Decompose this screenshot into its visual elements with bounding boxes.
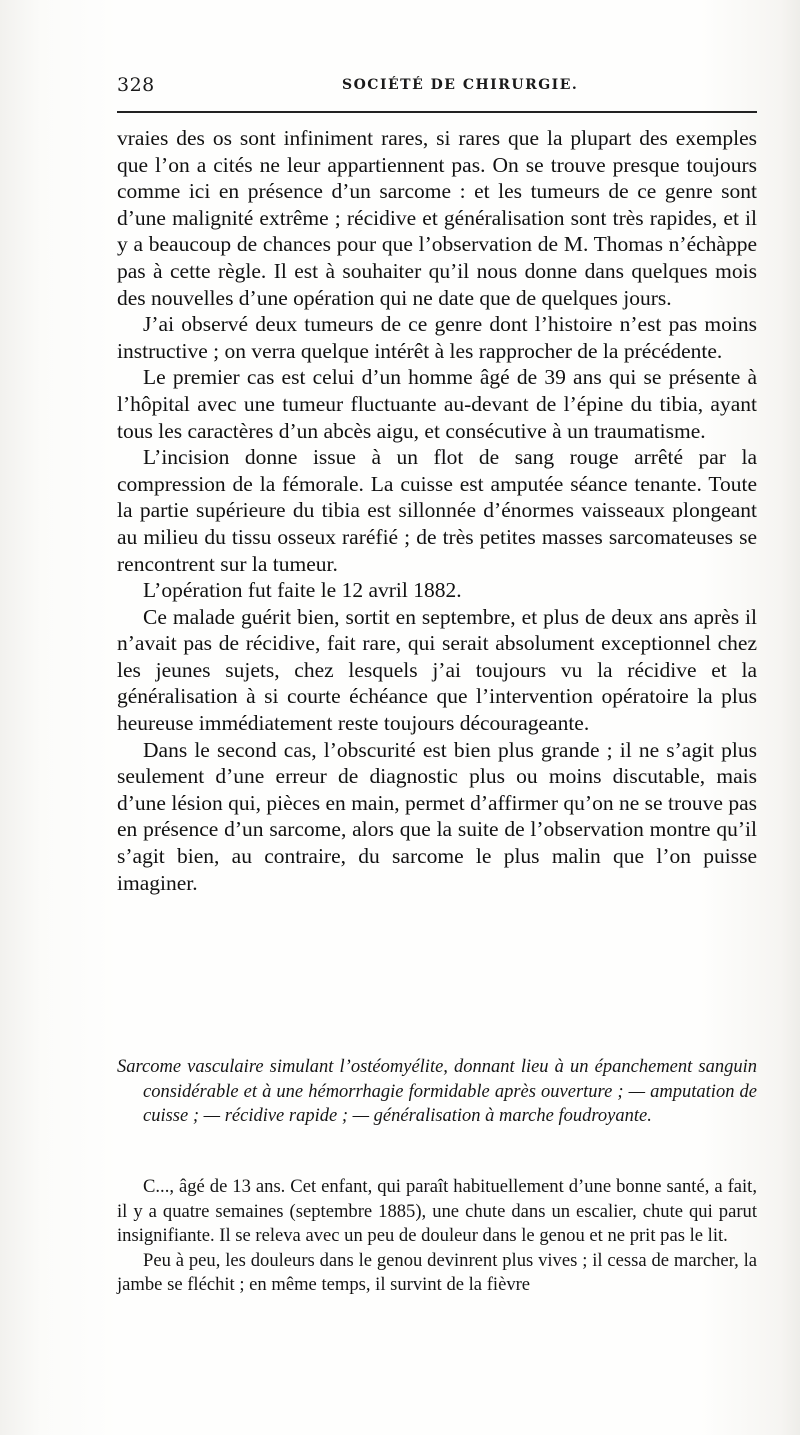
case-paragraph-2: Peu à peu, les douleurs dans le genou devinrent plus vives ; il cessa de marcher, la jambe se fléchit ; en même temps, il survint de la fièvre xyxy=(117,1249,757,1296)
case-title: Sarcome vasculaire simulant l’ostéomyélite, donnant lieu à un épanchement sanguin considérable et à une hémorrhagie formidable après ouverture ; — amputation de cuisse ; — récidive rapide ; — généralisation à marche foudroyante. xyxy=(117,1057,757,1126)
header-rule xyxy=(117,111,757,113)
page-number: 328 xyxy=(117,74,155,96)
running-head: SOCIÉTÉ DE CHIRURGIE. xyxy=(342,77,579,93)
paragraph-2: J’ai observé deux tumeurs de ce genre dont l’histoire n’est pas moins instructive ; on verra quelque intérêt à les rapprocher de la précédente. xyxy=(117,312,757,363)
paragraph-6: Ce malade guérit bien, sortit en septembre, et plus de deux ans après il n’avait pas de récidive, fait rare, qui serait absolument exceptionnel chez les jeunes sujets, chez lesquels j’ai toujours vu la récidive et la généralisation à si courte échéance que l’intervention opératoire la plus heureuse immédiatement reste toujours décourageante. xyxy=(117,604,757,736)
paragraph-5: L’opération fut faite le 12 avril 1882. xyxy=(143,578,462,603)
page-header xyxy=(117,74,757,102)
case-observation xyxy=(117,1175,757,1298)
case-paragraph-1: C..., âgé de 13 ans. Cet enfant, qui paraît habituellement d’une bonne santé, a fait, il y a quatre semaines (septembre 1885), une chute dans un escalier, chute qui parut insignifiante. Il se releva avec un peu de douleur dans le genou et ne prit pas le lit. xyxy=(117,1176,757,1247)
paragraph-1: vraies des os sont infiniment rares, si rares que la plupart des exemples que l’on a cités ne leur appartiennent pas. On se trouve presque toujours comme ici en présence d’un sarcome : et les tumeurs de ce genre sont d’une malignité extrême ; récidive et généralisation sont très rapides, et il y a beaucoup de chances pour que l’observation de M. Thomas n’échàppe pas à cette règle. Il est à souhaiter qu’il nous donne dans quelques mois des nouvelles d’une opération qui ne date que de quelques jours. xyxy=(117,126,757,310)
paragraph-3: Le premier cas est celui d’un homme âgé de 39 ans qui se présente à l’hôpital avec une tumeur fluctuante au-devant de l’épine du tibia, ayant tous les caractères d’un abcès aigu, et consécutive à un traumatisme. xyxy=(117,365,757,443)
paragraph-7: Dans le second cas, l’obscurité est bien plus grande ; il ne s’agit plus seulement d’une erreur de diagnostic plus ou moins discutable, mais d’une lésion qui, pièces en main, permet d’affirmer qu’on ne se trouve pas en présence d’un sarcome, alors que la suite de l’observation montre qu’il s’agit bien, au contraire, du sarcome le plus malin que l’on puisse imaginer. xyxy=(117,737,757,895)
paragraph-4: L’incision donne issue à un flot de sang rouge arrêté par la compression de la fémorale. La cuisse est amputée séance tenante. Toute la partie supérieure du tibia est sillonnée d’énormes vaisseaux plongeant au milieu du tissu osseux raréfié ; de très petites masses sarcomateuses se rencontrent sur la tumeur. xyxy=(117,445,757,576)
main-text xyxy=(117,125,757,896)
